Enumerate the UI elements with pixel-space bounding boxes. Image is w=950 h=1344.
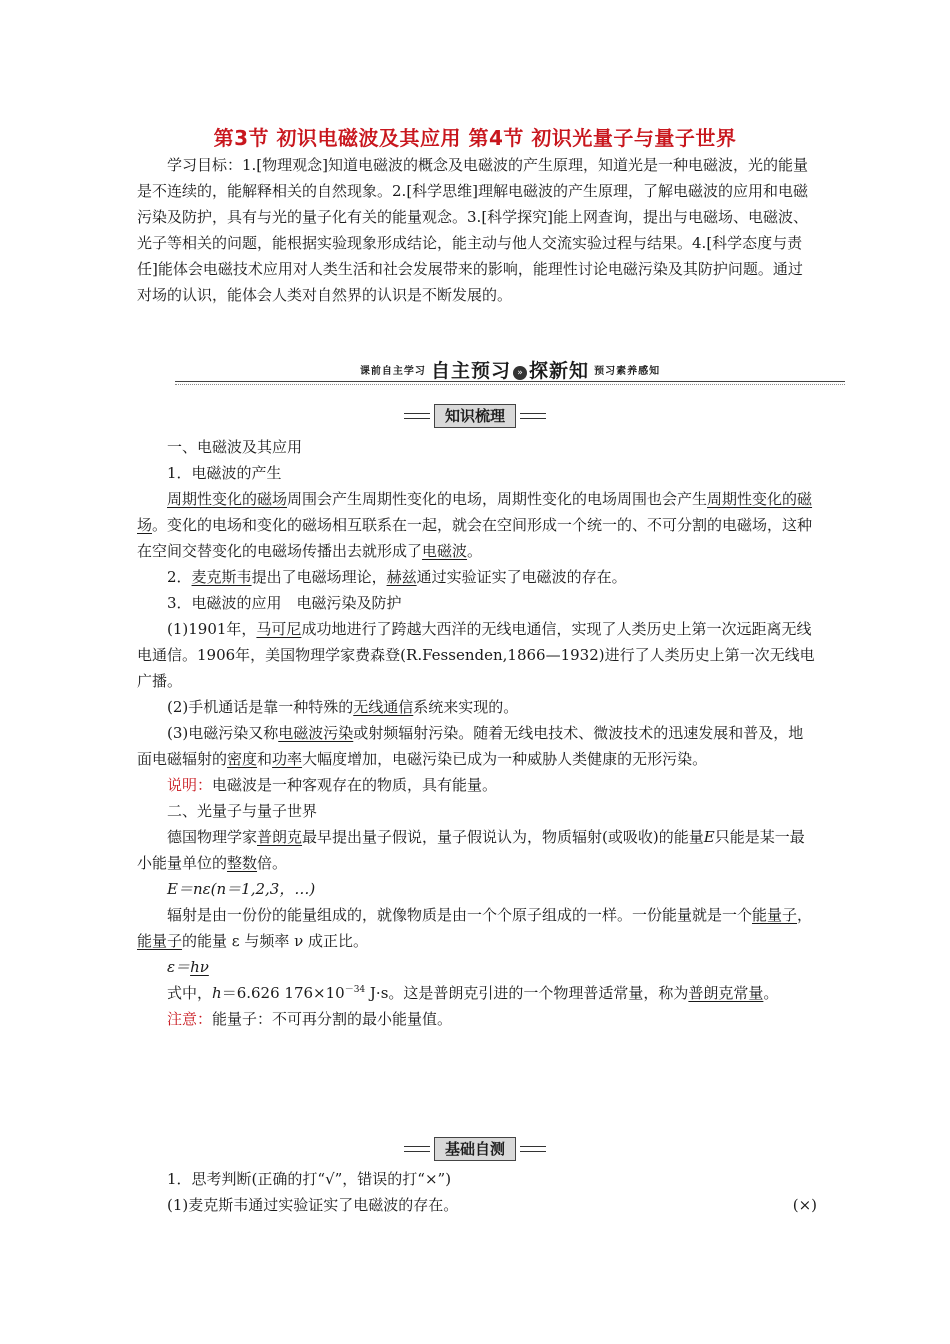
blank-answer: 周期性变化的磁场: [167, 490, 288, 508]
formula-quantum: ε＝hν: [167, 958, 209, 976]
section-banner: [175, 356, 845, 386]
selftest-content: [137, 1166, 817, 1218]
blank-answer: 能量子: [752, 906, 798, 924]
blank-answer: 电磁波: [422, 542, 468, 560]
item-3: (3)电磁污染又称电磁波污染或射频辐射污染。随着无线电技术、微波技术的迅速发展和普及，地面电磁辐射的密度和功率大幅度增加，电磁污染已成为一种威胁人类健康的无形污染。: [137, 724, 804, 768]
note-explanation: 说明：电磁波是一种客观存在的物质，具有能量。: [167, 776, 498, 794]
learning-objectives: [137, 152, 817, 308]
formula-energy: E＝nε(n＝1,2,3，…): [167, 880, 316, 898]
blank-answer: 马可尼: [256, 620, 302, 638]
knowledge-label-text: 知识梳理: [434, 404, 516, 428]
paragraph-planck-constant: 式中，h＝6.626 $176\times 10^{-34}$ J·s。这是普朗克引进的一个物理普适常量，称为普朗克常量。: [167, 984, 779, 1002]
banner-title-right: 探新知: [529, 360, 590, 382]
judge-answer: (×): [792, 1196, 817, 1214]
sub3-heading: 3．电磁波的应用 电磁污染及防护: [167, 594, 402, 612]
paragraph-planck: 德国物理学家普朗克最早提出量子假说，量子假说认为，物质辐射(或吸收)的能量E只能是某一最小能量单位的整数倍。: [137, 828, 805, 872]
banner-left-caption: 课前自主学习: [359, 366, 426, 377]
blank-answer: 普朗克常量: [688, 984, 764, 1002]
paragraph-em-generation: 周期性变化的磁场周围会产生周期性变化的电场，周期性变化的电场周围也会产生周期性变化的磁场。变化的电场和变化的磁场相互联系在一起，就会在空间形成一个统一的、不可分割的电磁场，这种在空间交替变化的电磁场传播出去就形成了电磁波。: [137, 490, 813, 560]
blank-answer: hν: [190, 958, 209, 976]
banner-title-left: 自主预习: [430, 360, 511, 382]
section2-heading: 二、光量子与量子世界: [167, 802, 318, 820]
note-attention: 注意：能量子：不可再分割的最小能量值。: [167, 1010, 453, 1028]
objectives-text: 学习目标：1.[物理观念]知道电磁波的概念及电磁波的产生原理，知道光是一种电磁波，光的能量是不连续的，能解释相关的自然现象。2.[科学思维]理解电磁波的产生原理，了解电磁波的应用和电磁污染及防护，具有与光的量子化有关的能量观念。3.[科学探究]能上网查询，提出与电磁场、电磁波、光子等相关的问题，能根据实验现象形成结论，能主动与他人交流实验过程与结果。4.[科学态度与责任]能体会电磁技术应用对人类生活和社会发展带来的影响，能理性讨论电磁污染及其防护问题。通过对场的认识，能体会人类对自然界的认识是不断发展的。: [137, 156, 809, 304]
blank-answer: 密度: [227, 750, 258, 768]
sub1-heading: 1．电磁波的产生: [167, 464, 282, 482]
blank-answer: 普朗克: [257, 828, 303, 846]
question-1: 1．思考判断(正确的打“√”，错误的打“×”): [167, 1170, 452, 1188]
blank-answer: 麦克斯韦: [191, 568, 252, 586]
blank-answer: 周期性变化的磁场: [137, 490, 813, 534]
blank-answer: 无线通信: [353, 698, 414, 716]
selftest-label: [0, 1137, 950, 1161]
selftest-label-text: 基础自测: [434, 1137, 516, 1161]
item-1: (1)1901年，马可尼成功地进行了跨越大西洋的无线电通信，实现了人类历史上第一次远距离无线电通信。1906年，美国物理学家费森登(R.Fessenden,1866—1932)进行了人类历史上第一次无线电广播。: [137, 620, 815, 690]
paragraph-quantum: 辐射是由一份份的能量组成的，就像物质是由一个个原子组成的一样。一份能量就是一个能量子，能量子的能量 ε 与频率 ν 成正比。: [137, 906, 813, 950]
blank-answer: 电磁波污染: [278, 724, 354, 742]
blank-answer: 整数: [227, 854, 258, 872]
page-title: 第3节 初识电磁波及其应用 第4节 初识光量子与量子世界: [213, 126, 737, 150]
item-2: (2)手机通话是靠一种特殊的无线通信系统来实现的。: [167, 698, 519, 716]
banner-right-caption: 预习素养感知: [594, 366, 661, 377]
double-arrow-icon: »: [513, 366, 527, 380]
judge-item-1: (1)麦克斯韦通过实验证实了电磁波的存在。 (×): [137, 1192, 817, 1218]
blank-answer: 能量子: [137, 932, 183, 950]
section1-heading: 一、电磁波及其应用: [167, 438, 303, 456]
main-content: [137, 434, 817, 1032]
blank-answer: 功率: [272, 750, 303, 768]
knowledge-label: [0, 404, 950, 428]
sub2-line: 2．麦克斯韦提出了电磁场理论，赫兹通过实验证实了电磁波的存在。: [167, 568, 627, 586]
blank-answer: 赫兹: [386, 568, 417, 586]
